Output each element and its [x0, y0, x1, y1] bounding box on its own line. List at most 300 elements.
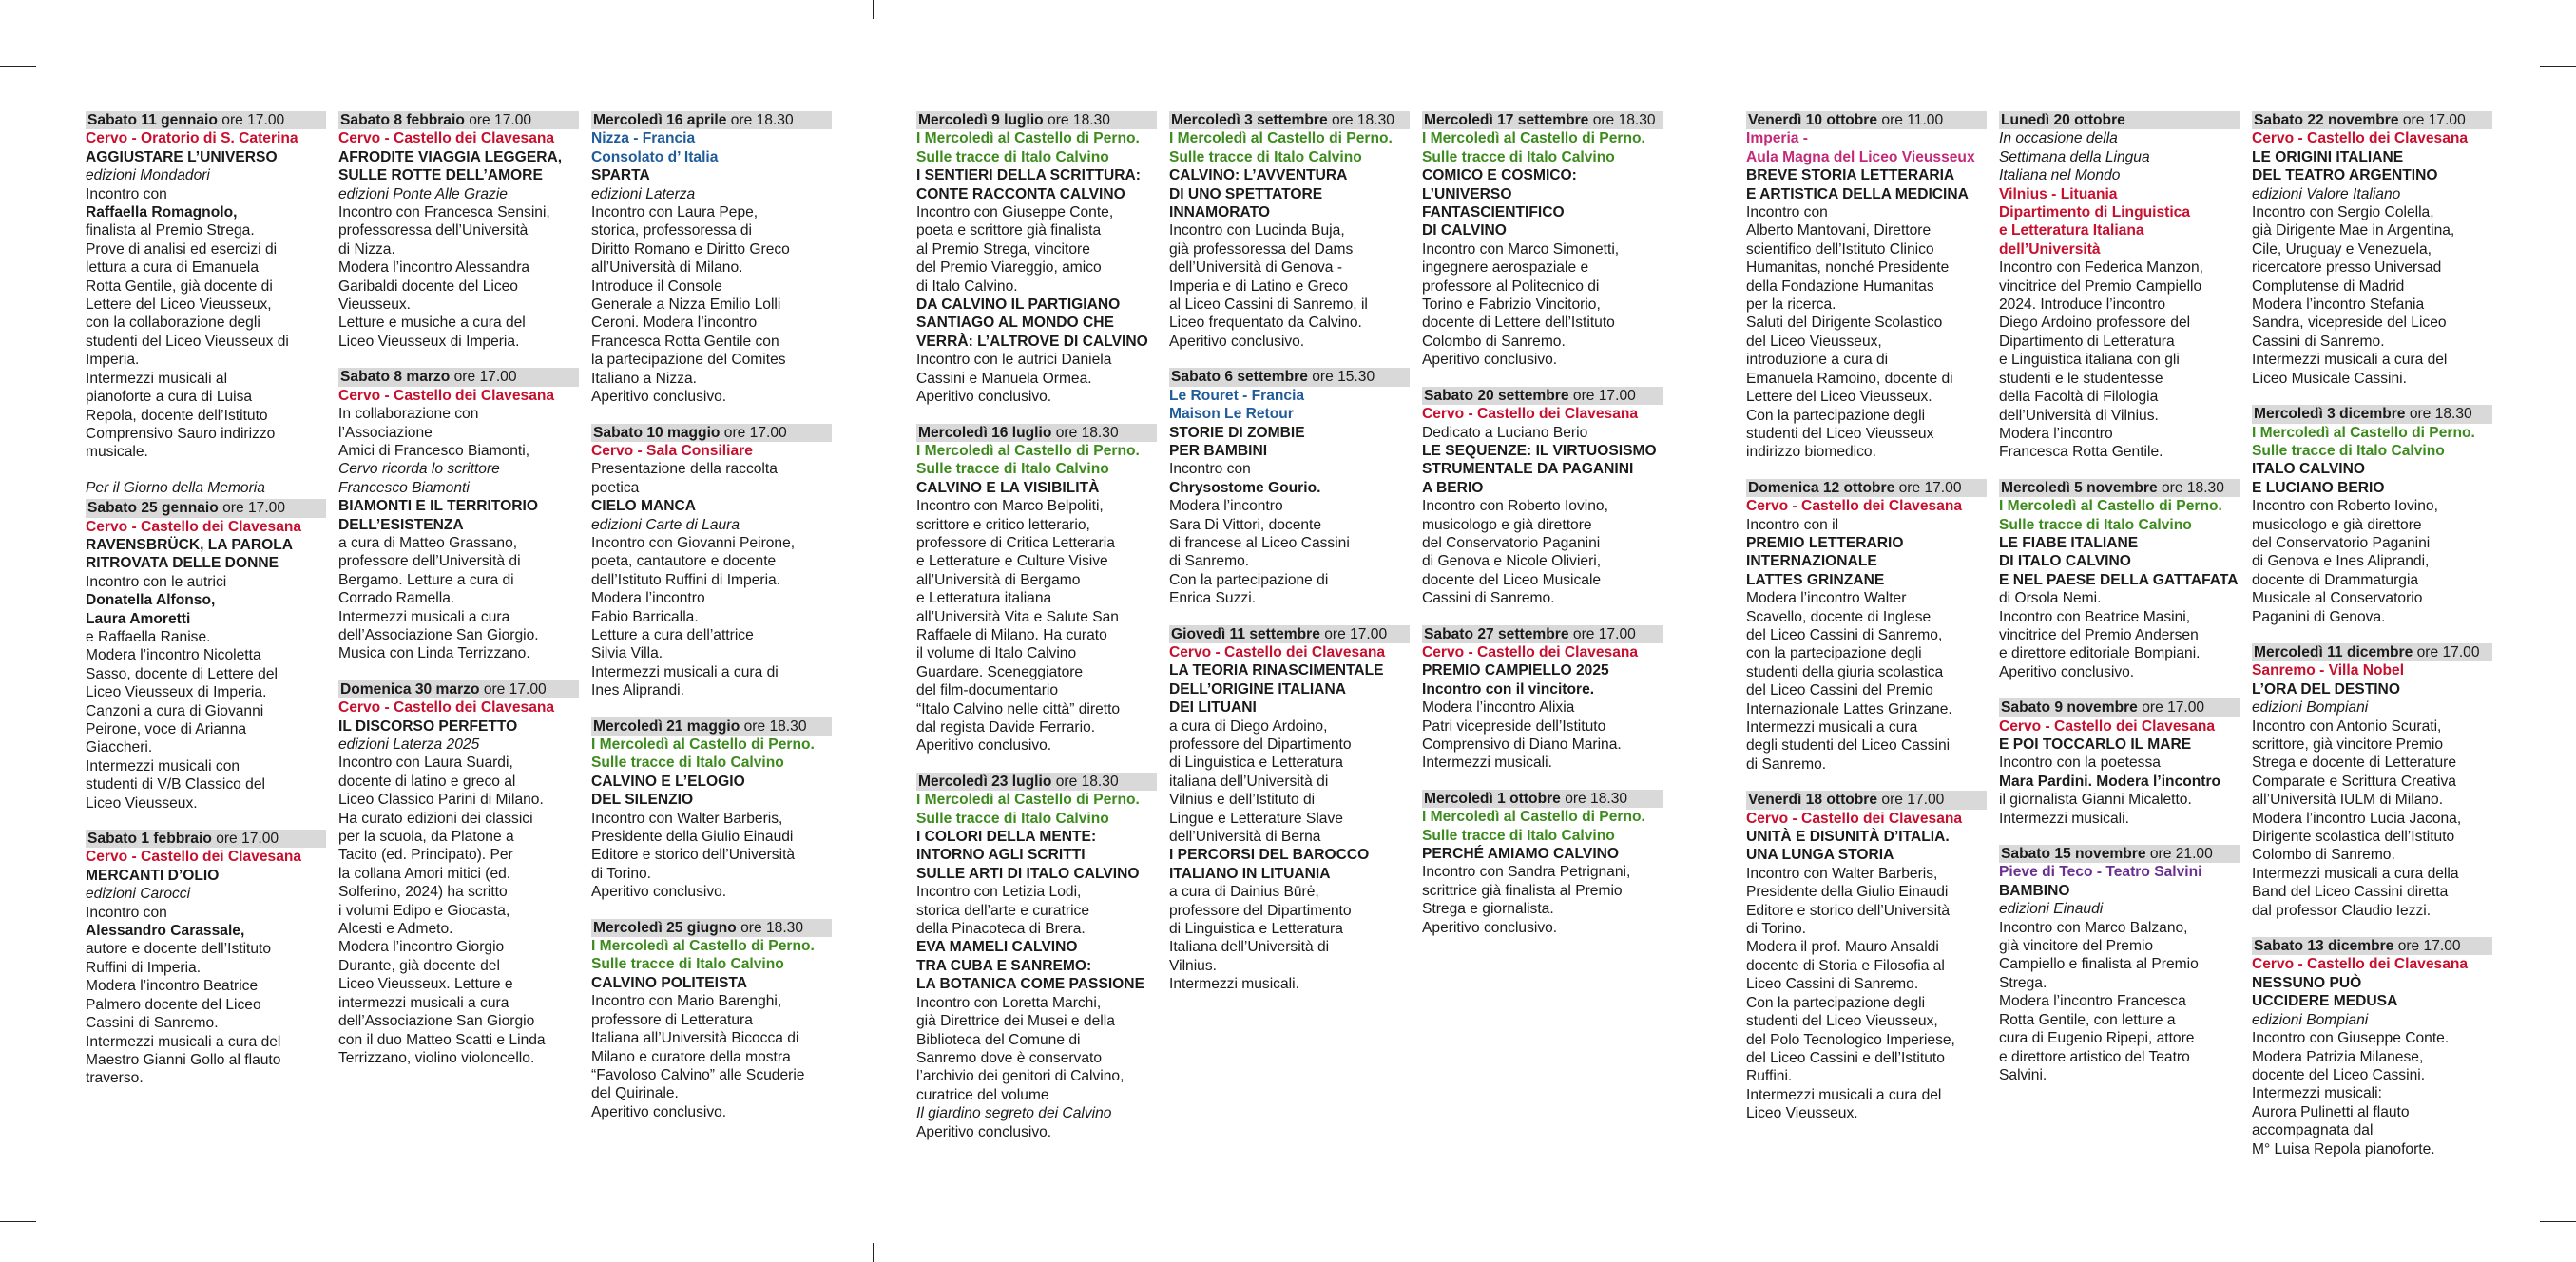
- event-text: di Sanremo.: [1746, 755, 1827, 773]
- event-text: del Liceo Cassini del Premio: [1746, 682, 1933, 699]
- event-block: [86, 830, 326, 1088]
- event-date: Mercoledì 9 luglio: [918, 112, 1044, 128]
- event-text: poeta e scrittore già finalista: [916, 222, 1102, 239]
- event-title: E ARTISTICA DELLA MEDICINA: [1746, 185, 1969, 202]
- event-text: Internazionale Lattes Grinzane.: [1746, 700, 1952, 717]
- event-title: SULLE ARTI DI ITALO CALVINO: [916, 865, 1140, 882]
- event-text: della Facoltà di Filologia: [1999, 389, 2159, 406]
- event-text: Modera l’incontro Stefania: [2252, 296, 2425, 314]
- event-date-bar: [1746, 479, 1987, 497]
- event-date-bar: [591, 919, 832, 937]
- event-text: docente di Storia e Filosofia al: [1746, 957, 1945, 974]
- event-block: [591, 424, 832, 700]
- event-title: SPARTA: [591, 167, 650, 184]
- event-text: Modera l’incontro Lucia Jacona,: [2252, 810, 2462, 827]
- event-series: Sulle tracce di Italo Calvino: [2252, 442, 2445, 459]
- event-date: Domenica 12 ottobre: [1748, 479, 1895, 496]
- event-text: Vilnius e dell’Istituto di: [1169, 792, 1316, 809]
- event-text: Intermezzi musicali.: [1999, 810, 2129, 827]
- event-text: ricercatore presso Universad: [2252, 259, 2442, 277]
- event-time: ore 17.00: [222, 500, 286, 517]
- event-venue: Cervo - Castello dei Clavesana: [338, 130, 555, 147]
- event-text: docente di Drammaturgia: [2252, 571, 2419, 588]
- event-text: con il duo Matteo Scatti e Linda: [338, 1031, 546, 1048]
- event-text: e direttore artistico del Teatro: [1999, 1048, 2190, 1065]
- event-title: BIAMONTI E IL TERRITORIO: [338, 498, 538, 515]
- event-text: Incontro con le autrici Daniela: [916, 352, 1112, 369]
- event-title: E LUCIANO BERIO: [2252, 479, 2385, 496]
- event-title: LA BOTANICA COME PASSIONE: [916, 976, 1144, 993]
- event-text: Ruffini.: [1746, 1068, 1793, 1085]
- event-text: Strega e docente di Letterature: [2252, 755, 2456, 772]
- event-text: Incontro con: [1169, 461, 1251, 478]
- event-text: Modera l’incontro Nicoletta: [86, 647, 261, 664]
- event-text: Modera l’incontro: [1169, 498, 1283, 515]
- event-text: di Genova e Ines Aliprandi,: [2252, 553, 2430, 570]
- event-series: Sulle tracce di Italo Calvino: [916, 461, 1109, 478]
- event-text: Incontro con Marco Balzano,: [1999, 919, 2188, 936]
- event-text: Incontro con Beatrice Masini,: [1999, 608, 2191, 625]
- event-text: Intermezzi musicali a cura di: [591, 663, 779, 680]
- event-text: per la scuola, da Platone a: [338, 829, 514, 846]
- event-block: [2252, 937, 2492, 1158]
- event-text: scrittore, già vincitore Premio: [2252, 736, 2444, 753]
- event-text: accompagnata dal: [2252, 1122, 2374, 1139]
- event-text: di Orsola Nemi.: [1999, 590, 2102, 607]
- event-title: Alessandro Carassale,: [86, 923, 245, 940]
- event-text: della Fondazione Humanitas: [1746, 277, 1934, 295]
- event-text: Comprensivo di Diano Marina.: [1422, 736, 1622, 753]
- event-block: [1746, 111, 1987, 462]
- event-text: Cassini e Manuela Ormea.: [916, 370, 1092, 387]
- event-title: CALVINO E LA VISIBILITÀ: [916, 479, 1100, 496]
- event-date-bar: [86, 111, 326, 129]
- event-text: già Dirigente Mae in Argentina,: [2252, 222, 2455, 239]
- event-text: studenti del Liceo Vieusseux,: [1746, 1013, 1938, 1030]
- event-venue: Cervo - Oratorio di S. Caterina: [86, 130, 298, 147]
- event-text: Sanremo dove è conservato: [916, 1049, 1103, 1066]
- event-text: 2024. Introduce l’incontro: [1999, 296, 2166, 314]
- event-text: Palmero docente del Liceo: [86, 996, 261, 1013]
- event-title: Donatella Alfonso,: [86, 592, 216, 609]
- event-date-bar: [916, 424, 1157, 442]
- event-block: [338, 680, 579, 1068]
- event-note: In occasione della: [1999, 130, 2118, 147]
- event-text: Aperitivo conclusivo.: [591, 1103, 727, 1120]
- event-title: MERCANTI D’OLIO: [86, 867, 220, 884]
- event-venue: Nizza - Francia: [591, 130, 696, 147]
- event-time: ore 17.00: [2397, 938, 2461, 955]
- event-text: In collaborazione con: [338, 406, 479, 423]
- event-date: Mercoledì 16 luglio: [918, 424, 1052, 441]
- event-text: Aperitivo conclusivo.: [1422, 919, 1558, 936]
- event-text: “Favoloso Calvino” alle Scuderie: [591, 1066, 805, 1083]
- event-text: con la partecipazione degli: [1746, 645, 1922, 662]
- event-block: [2252, 405, 2492, 626]
- event-date-bar: [2252, 111, 2492, 129]
- event-series: I Mercoledì al Castello di Perno.: [1422, 130, 1645, 147]
- event-text: Canzoni a cura di Giovanni: [86, 702, 264, 719]
- event-text: Modera l’incontro Alixia: [1422, 699, 1575, 717]
- event-venue: Imperia -: [1746, 130, 1808, 147]
- event-date: Mercoledì 23 luglio: [918, 773, 1052, 790]
- event-text: Dirigente scolastica dell’Istituto: [2252, 829, 2455, 846]
- event-title: CONTE RACCONTA CALVINO: [916, 185, 1125, 202]
- event-date-bar: [1999, 111, 2240, 129]
- event-text: Modera l’incontro: [1999, 425, 2113, 442]
- event-time: ore 18.30: [1565, 790, 1628, 807]
- event-venue: Cervo - Castello dei Clavesana: [1169, 643, 1386, 660]
- event-text: professoressa dell’Università: [338, 222, 529, 239]
- event-venue: Le Rouret - Francia: [1169, 387, 1305, 404]
- event-date-bar: [338, 368, 579, 386]
- event-text: Intermezzi musicali con: [86, 757, 240, 774]
- event-text: Campiello e finalista al Premio: [1999, 956, 2199, 973]
- event-text: Incontro con Walter Barberis,: [1746, 865, 1938, 882]
- crop-mark: [2540, 1221, 2576, 1222]
- event-text: Editore e storico dell’Università: [591, 847, 796, 864]
- event-title: Incontro con il vincitore.: [1422, 680, 1595, 698]
- event-date: Sabato 8 febbraio: [340, 112, 465, 128]
- event-text: cura di Eugenio Ripepi, attore: [1999, 1030, 2195, 1047]
- event-series: Sulle tracce di Italo Calvino: [1169, 148, 1362, 165]
- event-text: la partecipazione del Comites: [591, 352, 786, 369]
- event-text: Incontro con Francesca Sensini,: [338, 204, 550, 221]
- event-block: [1746, 791, 1987, 1122]
- event-venue: e Letteratura Italiana: [1999, 222, 2144, 239]
- event-date: Sabato 8 marzo: [340, 369, 451, 386]
- event-text: professore al Politecnico di: [1422, 277, 1600, 295]
- event-text: Lettere del Liceo Vieusseux,: [86, 296, 272, 314]
- event-title: LATTES GRINZANE: [1746, 571, 1885, 588]
- event-text: Durante, già docente del: [338, 957, 500, 974]
- event-text: Aperitivo conclusivo.: [916, 737, 1052, 755]
- crop-mark: [2540, 66, 2576, 67]
- event-text: Paganini di Genova.: [2252, 608, 2386, 625]
- event-time: ore 18.30: [1592, 112, 1656, 128]
- event-text: Ines Aliprandi.: [591, 682, 684, 699]
- event-text: Intermezzi musicali a cura del: [1746, 1086, 1942, 1103]
- event-note: edizioni Laterza: [591, 185, 696, 202]
- event-text: Liceo Vieusseux.: [1746, 1105, 1858, 1122]
- event-text: Silvia Villa.: [591, 645, 663, 662]
- event-text: Alcesti e Admeto.: [338, 921, 453, 938]
- event-title: SULLE ROTTE DELL’AMORE: [338, 167, 543, 184]
- event-text: Ha curato edizioni dei classici: [338, 810, 533, 827]
- event-title: CALVINO POLITEISTA: [591, 974, 748, 991]
- event-text: Diritto Romano e Diritto Greco: [591, 240, 790, 258]
- event-date-bar: [1999, 845, 2240, 863]
- event-date-bar: [916, 111, 1157, 129]
- event-block: [1422, 790, 1663, 937]
- event-text: e direttore editoriale Bompiani.: [1999, 645, 2201, 662]
- fold-mark: [873, 1243, 874, 1262]
- event-note: Francesco Biamonti: [338, 479, 470, 496]
- event-text: poetica: [591, 479, 640, 496]
- event-text: dell’Università di Vilnius.: [1999, 407, 2159, 424]
- event-text: di Genova e Nicole Olivieri,: [1422, 553, 1602, 570]
- event-text: docente del Liceo Cassini.: [2252, 1066, 2426, 1083]
- event-text: studenti del Liceo Vieusseux di: [86, 333, 289, 350]
- event-date-bar: [1169, 368, 1410, 386]
- event-series: Sulle tracce di Italo Calvino: [916, 810, 1109, 827]
- event-text: Presidente della Giulio Einaudi: [1746, 884, 1949, 901]
- event-text: Sasso, docente di Lettere del: [86, 665, 278, 682]
- event-text: Liceo Vieusseux.: [86, 794, 198, 812]
- event-venue: Cervo - Castello dei Clavesana: [1422, 643, 1639, 660]
- event-text: dell’Istituto Ruffini di Imperia.: [591, 571, 781, 588]
- event-text: Francesca Rotta Gentile.: [1999, 444, 2163, 461]
- event-text: Terrizzano, violino violoncello.: [338, 1049, 535, 1066]
- event-text: indirizzo biomedico.: [1746, 444, 1876, 461]
- event-text: studenti del Liceo Vieusseux: [1746, 425, 1934, 442]
- event-text: Modera l’incontro Beatrice: [86, 978, 259, 995]
- event-note: edizioni Einaudi: [1999, 901, 2104, 918]
- event-text: Diego Ardoino professore del: [1999, 315, 2191, 332]
- event-text: Liceo Vieusseux. Letture e: [338, 976, 513, 993]
- event-text: Liceo Cassini di Sanremo.: [1746, 976, 1919, 993]
- column-6: [1422, 111, 1663, 954]
- event-note: edizioni Laterza 2025: [338, 736, 480, 753]
- event-block: [591, 111, 832, 407]
- event-date: Sabato 20 settembre: [1424, 387, 1569, 404]
- event-text: i volumi Edipo e Giocasta,: [338, 902, 510, 919]
- event-text: Editore e storico dell’Università: [1746, 902, 1951, 919]
- event-block: [916, 111, 1157, 407]
- event-series: I Mercoledì al Castello di Perno.: [916, 130, 1140, 147]
- event-title: UNA LUNGA STORIA: [1746, 847, 1894, 864]
- event-text: Intermezzi musicali.: [1169, 976, 1299, 993]
- event-series: I Mercoledì al Castello di Perno.: [2252, 424, 2475, 441]
- event-text: del Conservatorio Paganini: [1422, 534, 1601, 551]
- event-text: Guardare. Sceneggiatore: [916, 663, 1084, 680]
- event-text: Incontro con Roberto Iovino,: [1422, 498, 1608, 515]
- event-text: Con la partecipazione di: [1169, 571, 1329, 588]
- event-text: Raffaele di Milano. Ha curato: [916, 626, 1107, 643]
- event-text: Cassini di Sanremo.: [2252, 333, 2385, 350]
- event-time: ore 17.00: [1324, 625, 1388, 642]
- event-text: “Italo Calvino nelle città” diretto: [916, 700, 1121, 717]
- event-date-bar: [1999, 479, 2240, 497]
- event-text: Liceo Vieusseux di Imperia.: [338, 333, 520, 350]
- event-date: Mercoledì 16 aprile: [593, 112, 727, 128]
- event-time: ore 18.30: [1332, 112, 1394, 128]
- event-text: dal regista Davide Ferrario.: [916, 719, 1096, 736]
- event-text: Intermezzi musicali al: [86, 370, 228, 387]
- event-series: Sulle tracce di Italo Calvino: [1422, 827, 1615, 844]
- event-text: del Liceo Cassini di Sanremo,: [1746, 626, 1943, 643]
- event-title: AFRODITE VIAGGIA LEGGERA,: [338, 148, 563, 165]
- event-series: I Mercoledì al Castello di Perno.: [591, 938, 815, 955]
- event-text: pianoforte a cura di Luisa: [86, 389, 253, 406]
- event-text: musicologo e già direttore: [2252, 516, 2422, 533]
- event-venue: Cervo - Castello dei Clavesana: [86, 849, 302, 866]
- event-text: di francese al Liceo Cassini: [1169, 534, 1350, 551]
- event-text: all’Università Vita e Salute San: [916, 608, 1119, 625]
- event-text: Complutense di Madrid: [2252, 277, 2405, 295]
- event-text: Modera Patrizia Milanese,: [2252, 1048, 2424, 1065]
- event-text: Repola, docente dell’Istituto: [86, 407, 268, 424]
- event-block: [86, 111, 326, 462]
- event-title: INTORNO AGLI SCRITTI: [916, 847, 1086, 864]
- event-date: Sabato 13 dicembre: [2254, 938, 2394, 955]
- event-title: PREMIO CAMPIELLO 2025: [1422, 662, 1609, 679]
- event-date-bar: [1169, 111, 1410, 129]
- event-date-bar: [591, 111, 832, 129]
- event-time: ore 18.30: [730, 112, 794, 128]
- event-text: Peirone, voce di Arianna: [86, 721, 247, 737]
- event-text: Prove di analisi ed esercizi di: [86, 240, 278, 258]
- event-title: AGGIUSTARE L’UNIVERSO: [86, 148, 278, 165]
- event-text: di Torino.: [591, 865, 651, 882]
- event-text: professore del Dipartimento: [1169, 736, 1352, 753]
- event-note: edizioni Carocci: [86, 886, 191, 903]
- event-date: Mercoledì 21 maggio: [593, 717, 740, 735]
- event-title: DELL’ESISTENZA: [338, 516, 464, 533]
- event-block: [1422, 625, 1663, 773]
- event-note: edizioni Bompiani: [2252, 1011, 2369, 1028]
- event-text: autore e docente dell’Istituto: [86, 941, 272, 958]
- event-text: di Nizza.: [338, 240, 395, 258]
- event-text: Colombo di Sanremo.: [1422, 333, 1566, 350]
- event-text: dal professor Claudio Iezzi.: [2252, 902, 2432, 919]
- event-title: UCCIDERE MEDUSA: [2252, 993, 2398, 1010]
- event-text: Rotta Gentile, già docente di: [86, 277, 273, 295]
- event-text: Incontro con: [86, 904, 167, 921]
- event-text: Cile, Uruguay e Venezuela,: [2252, 240, 2432, 258]
- event-text: già vincitore del Premio: [1999, 938, 2154, 955]
- event-text: di Sanremo.: [1169, 553, 1250, 570]
- event-text: del Premio Viareggio, amico: [916, 259, 1102, 277]
- event-text: docente di Lettere dell’Istituto: [1422, 315, 1615, 332]
- event-text: Intermezzi musicali a cura: [338, 608, 510, 625]
- event-text: già professoressa del Dams: [1169, 240, 1354, 258]
- event-title: INTERNAZIONALE: [1746, 553, 1877, 570]
- event-title: I COLORI DELLA MENTE:: [916, 829, 1097, 846]
- event-text: professore del Dipartimento: [1169, 902, 1352, 919]
- event-block: [1999, 479, 2240, 681]
- event-venue: Cervo - Castello dei Clavesana: [338, 699, 555, 717]
- event-title: E NEL PAESE DELLA GATTAFATA: [1999, 571, 2239, 588]
- event-text: scrittrice già finalista al Premio: [1422, 882, 1623, 899]
- event-text: il giornalista Gianni Micaletto.: [1999, 792, 2192, 809]
- event-note: edizioni Bompiani: [2252, 699, 2369, 717]
- event-text: del Polo Tecnologico Imperiese,: [1746, 1031, 1955, 1048]
- event-time: ore 17.00: [2402, 112, 2466, 128]
- event-time: ore 17.00: [2416, 643, 2480, 660]
- event-time: ore 18.30: [1048, 112, 1110, 128]
- event-text: Cassini di Sanremo.: [1422, 590, 1555, 607]
- event-text: Presentazione della raccolta: [591, 461, 778, 478]
- event-title: EVA MAMELI CALVINO: [916, 939, 1078, 956]
- event-series: I Mercoledì al Castello di Perno.: [916, 792, 1140, 809]
- event-text: Presidente della Giulio Einaudi: [591, 829, 794, 846]
- event-venue: Consolato d’ Italia: [591, 148, 719, 165]
- event-text: Sandra, vicepreside del Liceo: [2252, 315, 2447, 332]
- event-text: Corrado Ramella.: [338, 590, 455, 607]
- event-venue: Cervo - Castello dei Clavesana: [1746, 810, 1963, 827]
- event-text: docente di latino e greco al: [338, 773, 516, 790]
- event-venue: Cervo - Castello dei Clavesana: [2252, 956, 2469, 973]
- event-date: Sabato 15 novembre: [2001, 846, 2146, 863]
- event-text: docente del Liceo Musicale: [1422, 571, 1602, 588]
- event-date: Sabato 11 gennaio: [87, 112, 218, 128]
- event-text: Ceroni. Modera l’incontro: [591, 315, 758, 332]
- event-text: Band del Liceo Cassini diretta: [2252, 884, 2449, 901]
- event-text: vincitrice del Premio Campiello: [1999, 277, 2202, 295]
- event-title: IL DISCORSO PERFETTO: [338, 717, 518, 735]
- event-text: Liceo Musicale Cassini.: [2252, 370, 2407, 387]
- event-block: [1169, 111, 1410, 351]
- event-date: Mercoledì 3 settembre: [1171, 112, 1328, 128]
- event-text: Modera l’incontro Walter: [1746, 590, 1907, 607]
- event-date-bar: [1422, 625, 1663, 643]
- event-date: Mercoledì 3 dicembre: [2254, 406, 2406, 423]
- event-date: Venerdì 18 ottobre: [1748, 792, 1878, 809]
- event-text: Incontro con il: [1746, 516, 1839, 533]
- event-note: Il giardino segreto dei Calvino: [916, 1105, 1112, 1122]
- event-block: [1999, 698, 2240, 828]
- event-text: di Italo Calvino.: [916, 277, 1018, 295]
- event-series: I Mercoledì al Castello di Perno.: [1999, 498, 2222, 515]
- event-title: LA TEORIA RINASCIMENTALE: [1169, 662, 1384, 679]
- event-text: di Linguistica e Letteratura: [1169, 921, 1343, 938]
- event-text: Intermezzi musicali:: [2252, 1085, 2382, 1102]
- event-text: Aperitivo conclusivo.: [591, 389, 727, 406]
- event-time: ore 17.00: [1572, 625, 1636, 642]
- event-title: DELL’ORIGINE ITALIANA: [1169, 680, 1346, 698]
- event-text: Fabio Barricalla.: [591, 608, 699, 625]
- event-text: Incontro con: [86, 185, 167, 202]
- event-date: Sabato 10 maggio: [593, 424, 721, 441]
- event-date: Sabato 22 novembre: [2254, 112, 2399, 128]
- event-block: [1422, 387, 1663, 608]
- event-text: Incontro con: [1746, 204, 1828, 221]
- event-text: storica dell’arte e curatrice: [916, 902, 1090, 919]
- event-text: Dedicato a Luciano Berio: [1422, 424, 1588, 441]
- event-text: per la ricerca.: [1746, 296, 1836, 314]
- event-text: Incontro con Sergio Colella,: [2252, 204, 2434, 221]
- event-block: [591, 919, 832, 1121]
- event-date: Lunedì 20 ottobre: [2001, 112, 2125, 128]
- event-date: Domenica 30 marzo: [340, 680, 480, 698]
- event-text: del Quirinale.: [591, 1085, 679, 1102]
- event-time: ore 18.30: [2409, 406, 2472, 423]
- event-block: [2252, 643, 2492, 920]
- event-series: I Mercoledì al Castello di Perno.: [591, 736, 815, 753]
- event-text: della Pinacoteca di Brera.: [916, 921, 1086, 938]
- event-text: e Linguistica italiana con gli: [1999, 352, 2180, 369]
- event-block: [338, 111, 579, 351]
- event-text: Comprensivo Sauro indirizzo: [86, 425, 276, 442]
- event-text: Introduce il Console: [591, 277, 722, 295]
- event-date-bar: [86, 499, 326, 517]
- event-text: Con la partecipazione degli: [1746, 994, 1926, 1011]
- column-2: [338, 111, 579, 1084]
- event-date-bar: [338, 111, 579, 129]
- event-text: curatrice del volume: [916, 1086, 1049, 1103]
- event-text: Liceo Vieusseux di Imperia.: [86, 684, 267, 701]
- event-text: Emanuela Ramoino, docente di: [1746, 370, 1953, 387]
- event-text: Incontro con Laura Suardi,: [338, 755, 513, 772]
- event-note: edizioni Ponte Alle Grazie: [338, 185, 508, 202]
- event-text: Aperitivo conclusivo.: [916, 1123, 1052, 1140]
- event-text: vincitrice del Premio Andersen: [1999, 626, 2199, 643]
- event-text: Modera l’incontro Alessandra: [338, 259, 530, 277]
- event-text: studenti della giuria scolastica: [1746, 663, 1944, 680]
- event-block: [86, 479, 326, 813]
- event-text: a cura di Diego Ardoino,: [1169, 717, 1328, 735]
